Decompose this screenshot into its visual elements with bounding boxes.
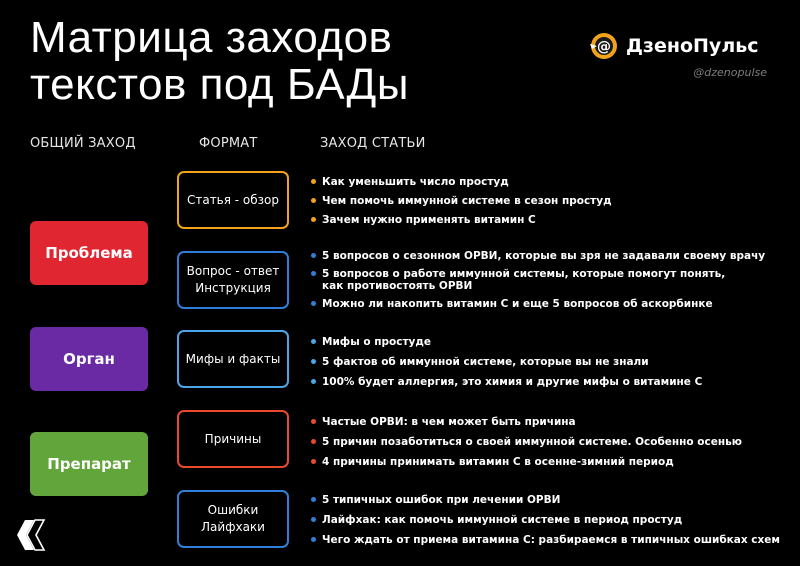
- column-header-format: ФОРМАТ: [199, 136, 258, 151]
- article-list-review: [310, 176, 790, 226]
- list-item: Чем помочь иммунной системе в сезон простуд: [310, 195, 790, 207]
- column-header-general: ОБЩИЙ ЗАХОД: [30, 136, 136, 151]
- bullet-dot-icon: [311, 301, 316, 306]
- page-title-line-1: Матрица заходов: [30, 13, 393, 62]
- bullet-dot-icon: [311, 359, 316, 364]
- brand-name: ДзеноПульс: [626, 35, 759, 57]
- list-item: 5 типичных ошибок при лечении ОРВИ: [310, 494, 790, 506]
- dzenopulse-logo-icon: [588, 30, 620, 62]
- list-item: Частые ОРВИ: в чем может быть причина: [310, 416, 790, 428]
- article-list-qa: [310, 250, 790, 310]
- list-item: 5 фактов об иммунной системе, которые вы не знали: [310, 356, 790, 368]
- bullet-dot-icon: [311, 537, 316, 542]
- list-item: 5 вопросов о сезонном ОРВИ, которые вы зря не задавали своему врачу: [310, 250, 790, 262]
- bullet-dot-icon: [311, 439, 316, 444]
- format-mistakes-label: Ошибки Лайфхаки: [201, 503, 265, 534]
- format-qa: [177, 251, 289, 309]
- format-review-label: Статья - обзор: [186, 192, 280, 207]
- article-list-myths: [310, 336, 790, 388]
- list-item: Мифы о простуде: [310, 336, 790, 348]
- format-causes-label: Причины: [204, 431, 262, 446]
- list-item: 100% будет аллергия, это химия и другие мифы о витамине С: [310, 376, 790, 388]
- list-item: 5 вопросов о работе иммунной системы, которые помогут понять, как противостоять ОРВИ: [310, 268, 790, 292]
- list-item: Лайфхак: как помочь иммунной системе в период простуд: [310, 514, 790, 526]
- page-title-line-2: текстов под БАДы: [30, 60, 409, 109]
- format-qa-label: Вопрос - ответ Инструкция: [186, 264, 280, 295]
- brand: [588, 30, 759, 62]
- format-causes: [177, 410, 289, 468]
- bullet-dot-icon: [311, 419, 316, 424]
- list-item: 5 причин позаботиться о своей иммунной системе. Особенно осенью: [310, 436, 790, 448]
- page-title: [30, 14, 409, 108]
- list-item: Как уменьшить число простуд: [310, 176, 790, 188]
- bullet-dot-icon: [311, 459, 316, 464]
- svg-text:@: @: [597, 39, 611, 55]
- article-list-mistakes: [310, 494, 790, 546]
- format-myths-label: Мифы и факты: [185, 351, 281, 366]
- format-mistakes: [177, 490, 289, 548]
- list-item: Можно ли накопить витамин С и еще 5 вопросов об аскорбинке: [310, 298, 790, 310]
- brand-handle: @dzenopulse: [693, 66, 767, 79]
- category-problem: Проблема: [30, 221, 148, 285]
- bullet-dot-icon: [311, 497, 316, 502]
- article-list-causes: [310, 416, 790, 468]
- list-item: Чего ждать от приема витамина С: разбираемся в типичных ошибках схем: [310, 534, 790, 546]
- category-organ: Орган: [30, 327, 148, 391]
- bullet-dot-icon: [311, 198, 316, 203]
- column-header-article: ЗАХОД СТАТЬИ: [320, 136, 426, 151]
- bullet-dot-icon: [311, 271, 316, 276]
- bullet-dot-icon: [311, 179, 316, 184]
- bullet-dot-icon: [311, 517, 316, 522]
- bullet-dot-icon: [311, 339, 316, 344]
- category-drug: Препарат: [30, 432, 148, 496]
- bullet-dot-icon: [311, 379, 316, 384]
- bullet-dot-icon: [311, 253, 316, 258]
- format-review: [177, 171, 289, 229]
- zen-logo-icon: [16, 518, 46, 552]
- format-myths: [177, 330, 289, 388]
- list-item: Зачем нужно применять витамин С: [310, 214, 790, 226]
- bullet-dot-icon: [311, 217, 316, 222]
- list-item: 4 причины принимать витамин С в осенне-зимний период: [310, 456, 790, 468]
